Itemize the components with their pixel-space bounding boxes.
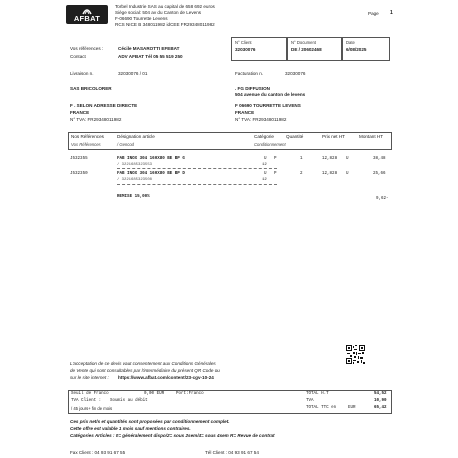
header-categorie: Catégorie <box>254 134 274 139</box>
row-2-qty: 2 <box>300 172 303 176</box>
company-line-4: RCS NICE B 348011982 idCEE FR29348011982 <box>115 22 215 27</box>
client-number-label: N° Client <box>235 40 252 45</box>
row-2-unit: P <box>274 172 277 176</box>
remise-value: 9,62- <box>376 197 389 201</box>
billing-tva: N° TVA: FR29348011982 <box>235 117 287 122</box>
billing-address-line-2: FRANCE <box>235 110 255 115</box>
fax-client: Fax Client : 04 93 91 67 55 <box>70 450 126 455</box>
header-quantite: Quantité <box>286 134 304 139</box>
row-2-cond: 12 <box>262 178 267 182</box>
company-line-2: Siège social: 504 av du Canton de Levens <box>115 10 202 15</box>
header-designation: Désignation article <box>117 134 155 139</box>
row-1-gencod: / 3221685323553 <box>117 163 153 167</box>
row-1-price: 12,828 <box>322 157 338 161</box>
subheader-gencod: / Gencod <box>117 142 134 147</box>
contact-value: ADV AFBAT Tél 05 55 519 250 <box>118 54 183 59</box>
date-label: Date <box>346 40 355 45</box>
delivery-address-line-1: F . SELON ADRESSE DIRECTE <box>70 103 138 108</box>
page-label: Page <box>368 11 379 16</box>
logo-text: AFBAT <box>73 14 101 23</box>
afbat-logo <box>66 5 108 24</box>
cgv-line-2: de Vente qui sont consultables par l'intermédiaire du présent QR Code ou <box>70 368 220 373</box>
payment-terms: / 45 jours+ fin de mois <box>71 406 113 411</box>
ttc-value: 65,42 <box>374 406 387 410</box>
row-2-cat: U <box>264 172 267 176</box>
livraison-value: 32030076 / 01 <box>118 71 148 76</box>
tva-client-value: Soumis au débit <box>110 399 148 403</box>
tel-client: Tél Client : 04 93 91 67 54 <box>205 450 259 455</box>
tva-total-value: 10,90 <box>374 399 387 403</box>
note-3: Catégories Articles : 0= généralement dispo/2= sous 2sem/4= sous 4sem R= Revue de contrat <box>70 433 275 438</box>
row-separator <box>117 168 277 169</box>
page-number: 1 <box>390 10 393 16</box>
port-label: Port:Franco <box>176 392 204 396</box>
row-1-cat: U <box>264 157 267 161</box>
vos-refs-label: Vos références : <box>70 46 104 51</box>
document-number-label: N° Document <box>291 40 316 45</box>
date-value: 6/08/2025 <box>346 47 367 53</box>
row-1-qty: 1 <box>300 157 303 161</box>
vos-refs-value: Cécile MASAROTTI EFEBAT <box>118 46 180 51</box>
facturation-value: 32030076 <box>285 71 306 76</box>
ttc-currency: EUR <box>348 406 356 410</box>
cgv-qr-code <box>346 345 365 364</box>
row-separator <box>117 184 277 185</box>
total-ht-label: TOTAL H.T <box>306 392 329 396</box>
seuil-value: 0,00 EUR <box>144 392 165 396</box>
total-ht-value: 54,52 <box>374 392 387 396</box>
subheader-vos-refs: Vos Références <box>71 142 101 147</box>
cgv-link[interactable]: https://www.afbat.com/content/23-cgv-10-24 <box>118 375 214 380</box>
cgv-line-1: L'acceptation de ce devis vaut consentement aux Conditions Générales <box>70 361 216 366</box>
client-number-box <box>231 37 287 61</box>
billing-name: . FG DIFFUSION <box>235 86 270 91</box>
row-2-price-unit: U <box>346 172 349 176</box>
row-2-designation: FAB INOX 304 160X80 BE BP D <box>117 172 185 176</box>
seuil-label: Seuil de Franco <box>71 392 109 396</box>
ttc-label: TOTAL TTC en <box>306 406 337 410</box>
billing-address-line-1: F 06690 TOURRETTE LEVENS <box>235 103 301 108</box>
delivery-address-line-2: FRANCE <box>70 110 90 115</box>
row-2-amount: 25,66 <box>373 172 386 176</box>
row-1-unit: P <box>274 157 277 161</box>
row-1-designation: FAB INOX 304 160X80 BE BP G <box>117 157 185 161</box>
company-line-1: Torbel Industrie SAS au capital de 658 692 euros <box>115 4 215 9</box>
row-2-ref: J532350 <box>70 172 88 176</box>
note-2: Cette offre est valable 1 mois sauf mentions contraires. <box>70 426 191 431</box>
client-number-value: 32030076 <box>235 47 256 53</box>
row-2-gencod: / 3221685323508 <box>117 178 153 182</box>
tva-client-label: TVA Client : <box>71 399 102 403</box>
livraison-label: Livraison n. <box>70 71 94 76</box>
row-1-cond: 12 <box>262 163 267 167</box>
note-1: Ces prix net/s et quantités sont proposées par conditionnement complet. <box>70 419 230 424</box>
row-1-price-unit: U <box>346 157 349 161</box>
delivery-name: SAS BRICOLORER <box>70 86 112 91</box>
company-line-3: F-06690 Tourrette Levens <box>115 16 168 21</box>
row-1-ref: J532355 <box>70 157 88 161</box>
row-2-price: 12,828 <box>322 172 338 176</box>
billing-street: 504 avenue du canton de levens <box>235 92 306 97</box>
remise-label: REMISE 15,00% <box>117 195 150 199</box>
document-number-box <box>287 37 342 61</box>
header-prix: Prix net HT <box>322 134 345 139</box>
date-box <box>342 37 390 61</box>
row-1-amount: 38,48 <box>373 157 386 161</box>
subheader-conditionnement: Conditionnement <box>254 142 286 147</box>
document-number-value: DE / 20602468 <box>291 47 322 53</box>
facturation-label: Facturation n. <box>235 71 264 76</box>
header-montant: Montant HT <box>359 134 383 139</box>
delivery-tva: N° TVA: FR29348011982 <box>70 117 122 122</box>
tva-total-label: TVA <box>306 399 314 403</box>
contact-label: Contact <box>70 54 86 59</box>
cgv-line-3-prefix: sur le site internet : <box>70 375 109 380</box>
header-nos-refs: Nos Références <box>71 134 104 139</box>
